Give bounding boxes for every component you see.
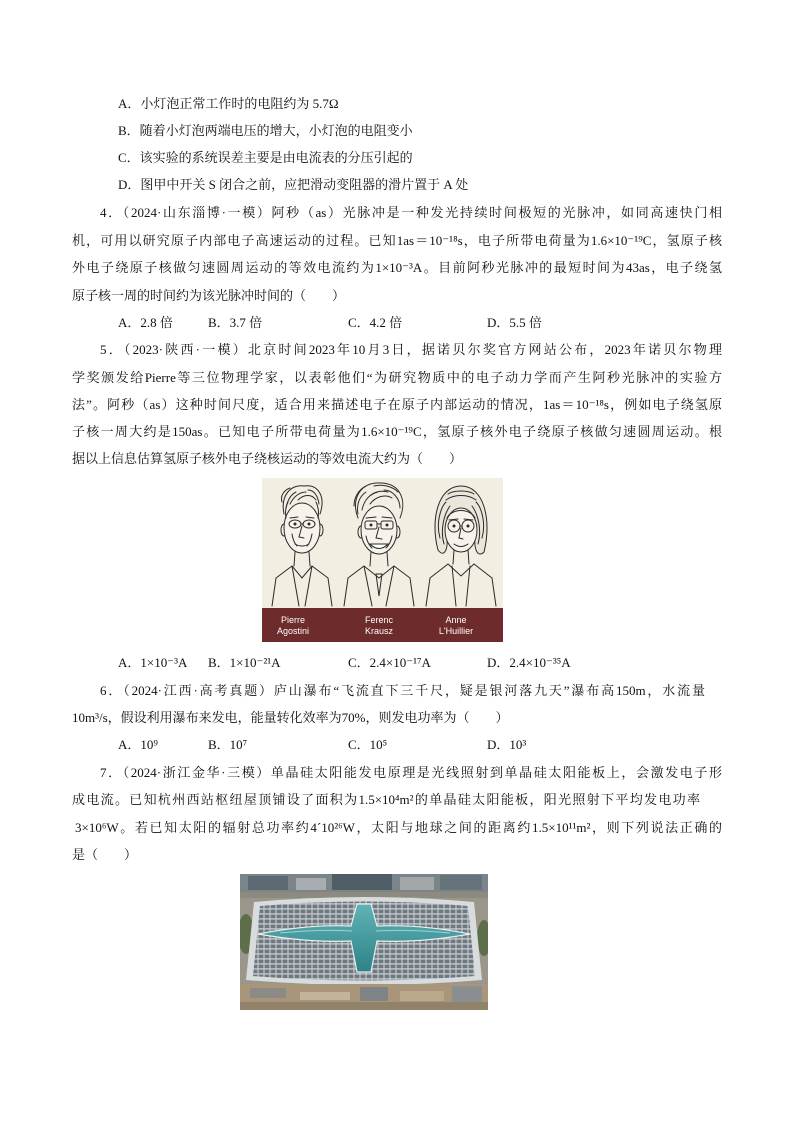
laureate-3-first-name: Anne [445,615,467,625]
question-5-option-c: C．2.4×10⁻¹⁷A [348,655,431,670]
question-4-option-a: A．2.8 倍 [118,315,173,330]
question-6-line: 10m³/s，假设利用瀑布来发电，能量转化效率为70%，则发电功率为（ ） [72,710,509,725]
question-4-line: 原子核一周的时间约为该光脉冲时间的（ ） [72,288,346,303]
question-7-line: 成电流。已知杭州西站枢纽屋顶铺设了面积为1.5×10⁴m²的单晶硅太阳能板，阳光照射下平均发电功率 [72,792,700,807]
question-4-line: 机，可用以研究原子内部电子高速运动的过程。已知1as＝10⁻¹⁸s，电子所带电荷量为1.6×10⁻¹⁹C，氢原子核 [72,233,722,248]
question-5-line: 学奖颁发给Pierre等三位物理学家，以表彰他们“为研究物质中的电子动力学而产生阿秒光脉冲的实验方 [72,370,722,385]
laureate-1-last-name: Agostini [276,626,310,636]
question-6-line: 6．（2024·江西·高考真题）庐山瀑布“飞流直下三千尺，疑是银河落九天”瀑布高150m，水流量 [100,683,705,698]
question-7-line: 7．（2024·浙江金华·三模）单晶硅太阳能发电原理是光线照射到单晶硅太阳能板上，会激发电子形 [100,765,722,780]
question-5-option-b: B．1×10⁻²¹A [208,655,281,670]
prev-option-d: D．图甲中开关 S 闭合之前，应把滑动变阻器的滑片置于 A 处 [118,177,469,192]
question-5-line: 5．（2023·陕西·一模）北京时间2023年10月3日，据诺贝尔奖官方网站公布，2023年诺贝尔物理 [100,342,722,357]
question-4-option-c: C．4.2 倍 [348,315,403,330]
question-6-option-c: C．10⁵ [348,737,388,752]
question-4-line: 外电子绕原子核做匀速圆周运动的等效电流约为1×10⁻³A。目前阿秒光脉冲的最短时间为43as，电子绕氢 [72,260,722,275]
question-4-line: 4．（2024·山东淄博·一模）阿秒（as）光脉冲是一种发光持续时间极短的光脉冲，如同高速快门相 [100,205,722,220]
laureate-2-last-name: Krausz [364,626,394,636]
solar-roof-aerial-image [240,874,488,1010]
prev-option-c: C．该实验的系统误差主要是由电流表的分压引起的 [118,150,413,165]
laureate-2-first-name: Ferenc [364,615,394,625]
question-5-option-a: A．1×10⁻³A [118,655,188,670]
question-4-option-d: D．5.5 倍 [487,315,542,330]
question-5-line: 法”。阿秒（as）这种时间尺度，适合用来描述电子在原子内部运动的情况，1as＝10⁻¹⁸s，例如电子绕氢原 [72,397,722,412]
question-6-option-b: B．10⁷ [208,737,248,752]
laureate-1-first-name: Pierre [280,615,306,625]
question-5-line: 子核一周大约是150as。已知电子所带电荷量为1.6×10⁻¹⁹C，氢原子核外电子绕原子核做匀速圆周运动。根 [72,424,722,439]
question-5-option-d: D．2.4×10⁻³⁵A [487,655,571,670]
question-7-line: 是（ ） [72,847,138,862]
question-7-line: 3×10⁶W。若已知太阳的辐射总功率约4´10²⁶W，太阳与地球之间的距离约1.5×10¹¹m²，则下列说法正确的 [75,820,722,835]
question-6-option-a: A．10⁹ [118,737,158,752]
nobel-laureates-image [262,478,503,642]
question-4-option-b: B．3.7 倍 [208,315,263,330]
laureate-3-last-name: L'Huillier [438,626,474,636]
question-5-line: 据以上信息估算氢原子核外电子绕核运动的等效电流大约为（ ） [72,451,463,466]
prev-option-b: B．随着小灯泡两端电压的增大，小灯泡的电阻变小 [118,123,413,138]
question-6-option-d: D．10³ [487,737,527,752]
prev-option-a: A．小灯泡正常工作时的电阻约为 5.7Ω [118,96,339,111]
